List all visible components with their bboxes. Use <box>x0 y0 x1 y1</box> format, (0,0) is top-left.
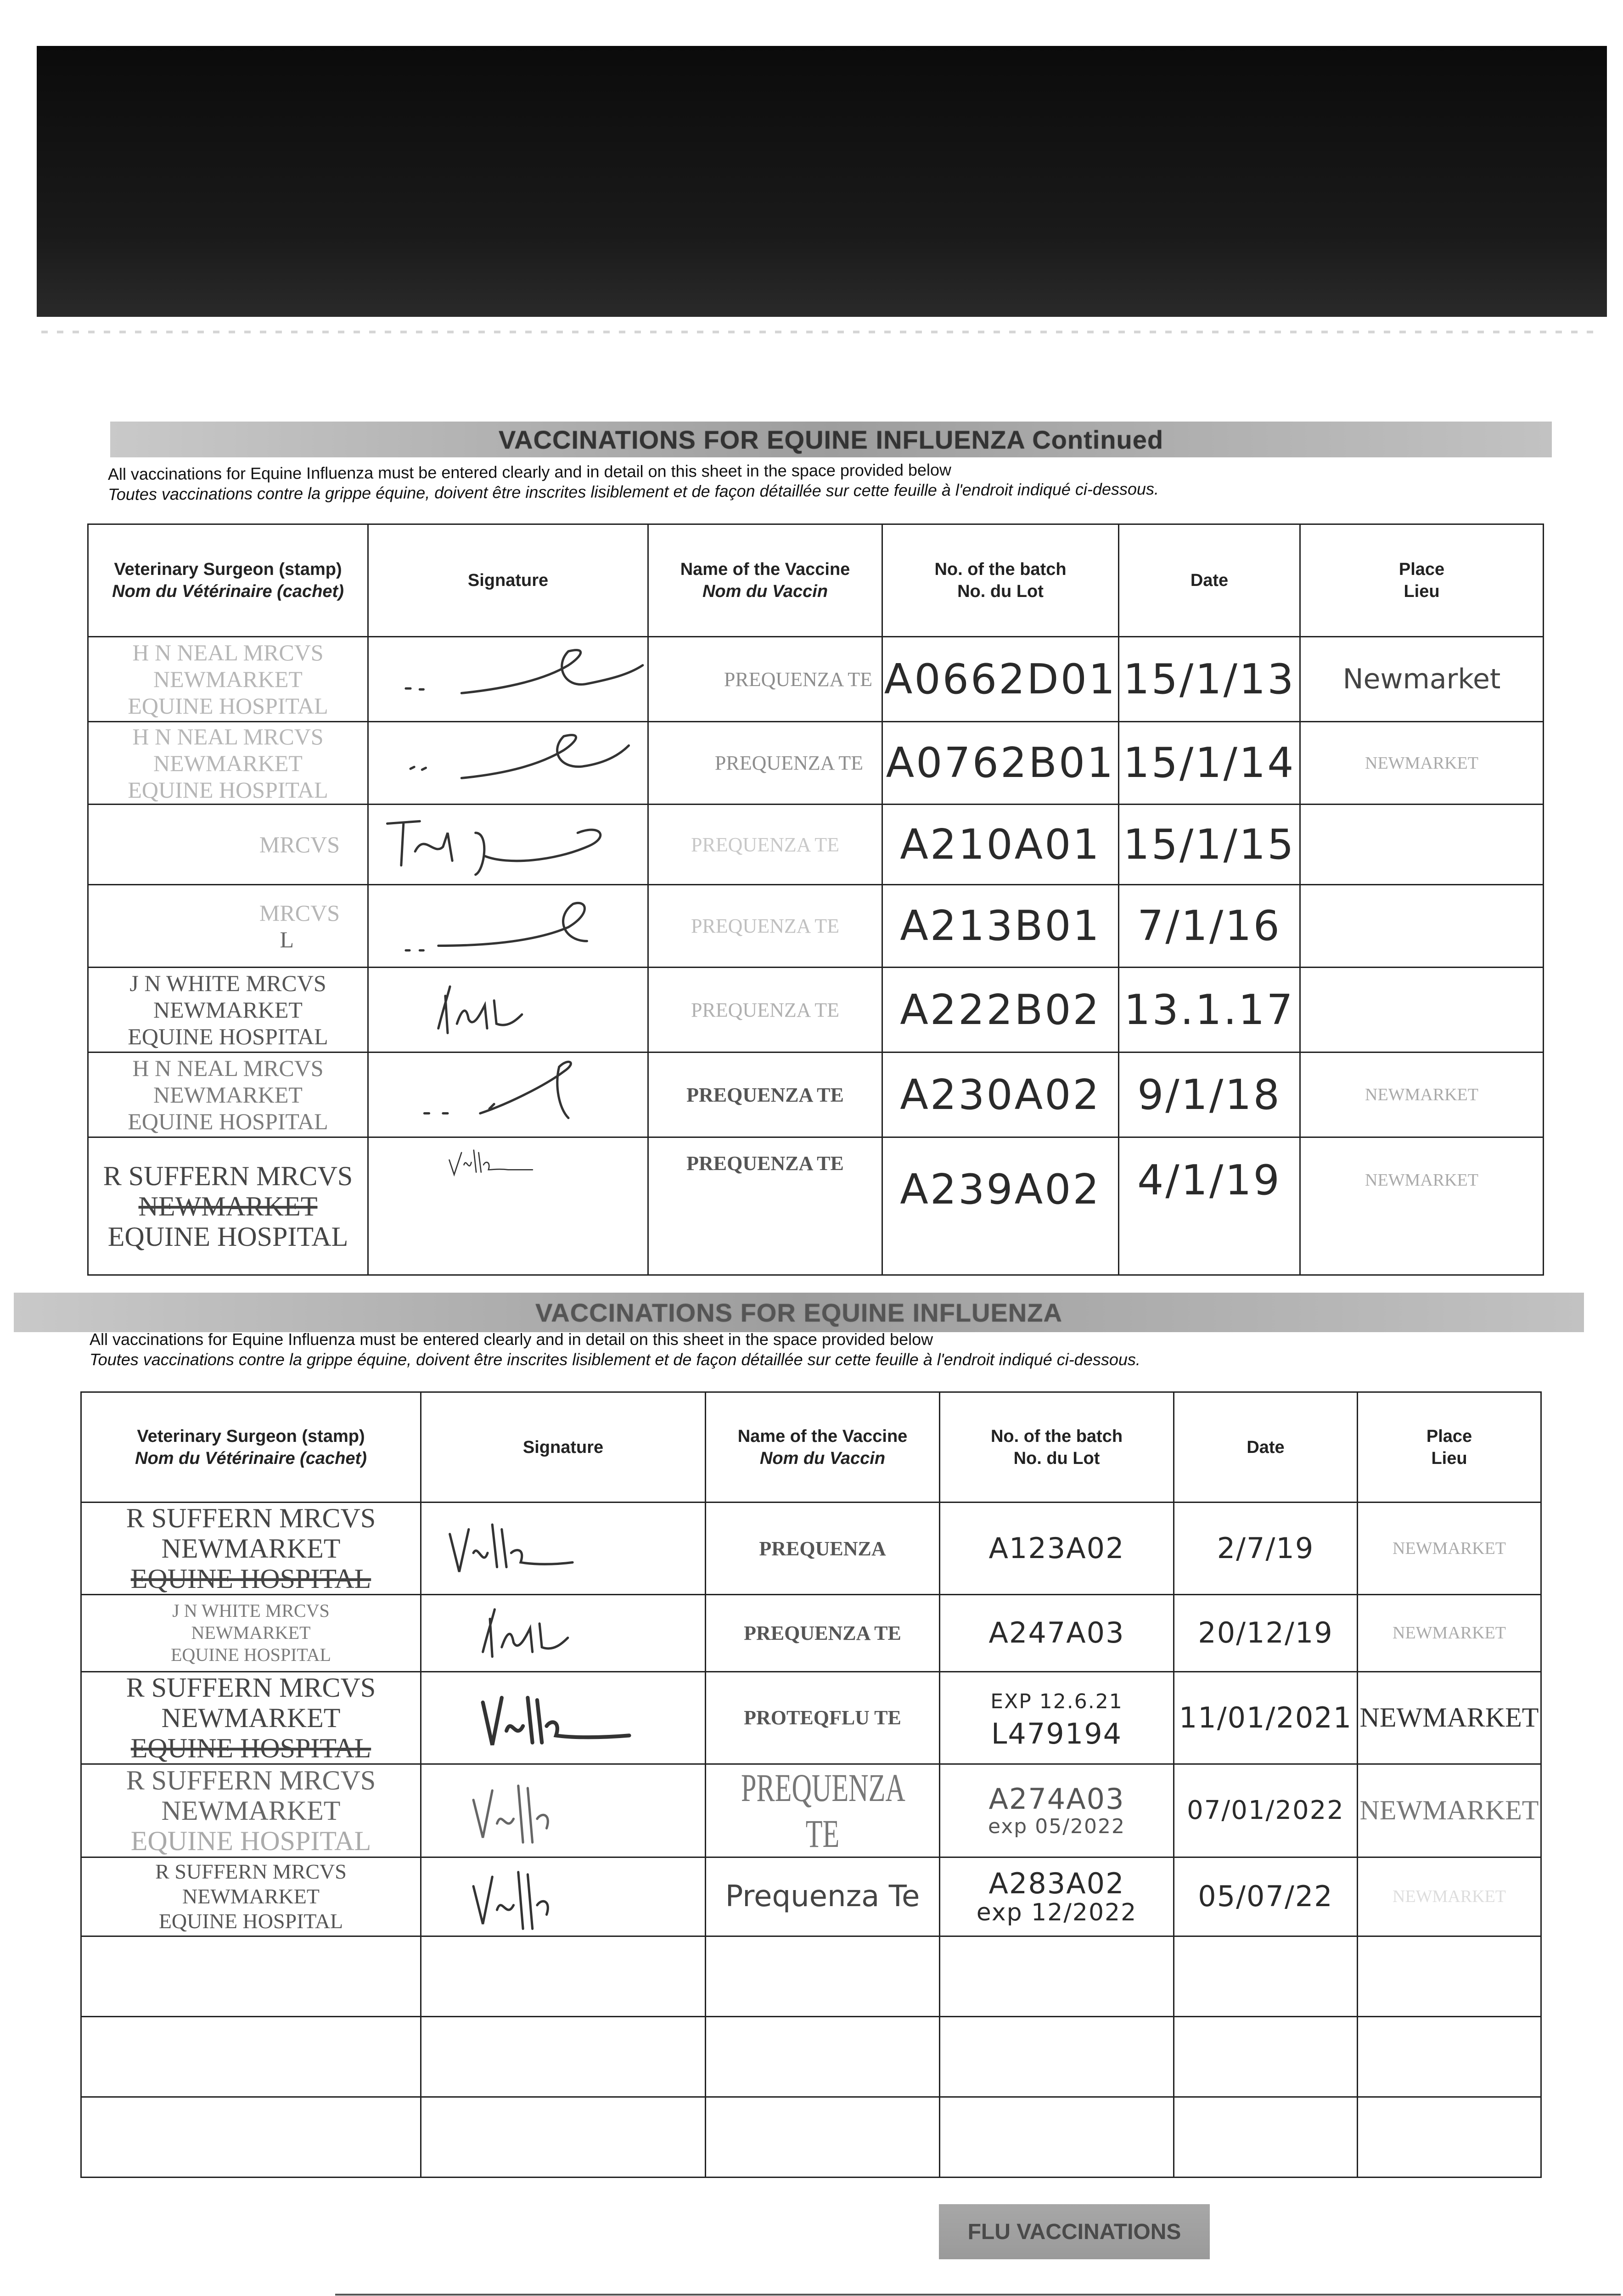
footer-label: FLU VACCINATIONS <box>939 2204 1210 2259</box>
empty-cell <box>1358 1936 1541 2017</box>
batch-number: A123A02 <box>940 1503 1174 1595</box>
empty-cell <box>1174 2097 1358 2178</box>
vet-stamp: J N WHITE MRCVS NEWMARKET EQUINE HOSPITAL <box>81 1595 421 1672</box>
header-signature: Signature <box>368 524 648 637</box>
table-header-row <box>81 1392 1541 1503</box>
batch-number: A210A01 <box>882 805 1119 885</box>
empty-cell <box>81 1936 421 2017</box>
header-place: Place Lieu <box>1300 524 1544 637</box>
handwritten-signature <box>421 1858 705 1936</box>
batch-number: A230A02 <box>882 1052 1119 1137</box>
section1-instructions <box>108 459 1159 505</box>
signature-cell <box>421 1671 706 1764</box>
vaccine-name: PREQUENZA TE <box>648 968 882 1052</box>
signature-cell <box>368 885 648 968</box>
header-vaccine: Name of the Vaccine Nom du Vaccin <box>648 524 882 637</box>
empty-cell <box>706 2097 940 2178</box>
vaccination-date: 15/1/15 <box>1119 805 1300 885</box>
vaccination-date: 11/01/2021 <box>1174 1671 1358 1764</box>
header-place: Place Lieu <box>1358 1392 1541 1503</box>
signature-cell <box>368 1137 648 1275</box>
vaccination-date: 13.1.17 <box>1119 968 1300 1052</box>
batch-number: A0762B01 <box>882 722 1119 805</box>
table-row <box>81 1857 1541 1936</box>
signature-cell <box>368 637 648 722</box>
empty-cell <box>1174 1936 1358 2017</box>
vaccine-name: PREQUENZA TE <box>648 885 882 968</box>
table-row-empty <box>81 2097 1541 2178</box>
scan-artifact-line <box>41 331 1593 333</box>
empty-cell <box>421 1936 706 2017</box>
table-row <box>88 1137 1544 1275</box>
redacted-area <box>37 46 1607 317</box>
empty-cell <box>940 2097 1174 2178</box>
section1-title: VACCINATIONS FOR EQUINE INFLUENZA Continued <box>110 422 1552 457</box>
vaccination-date: 20/12/19 <box>1174 1595 1358 1672</box>
empty-cell <box>1358 2097 1541 2178</box>
vaccination-date: 05/07/22 <box>1174 1857 1358 1936</box>
handwritten-signature <box>369 637 647 721</box>
signature-cell <box>421 1764 706 1857</box>
vaccination-date: 9/1/18 <box>1119 1052 1300 1137</box>
batch-number: A213B01 <box>882 885 1119 968</box>
signature-cell <box>368 805 648 885</box>
instruction-french: Toutes vaccinations contre la grippe équine, doivent être inscrites lisiblement et de façon détaillée sur cette feuille à l'endroit indiqué ci-dessous. <box>90 1350 1140 1369</box>
vaccine-name: PREQUENZA TE <box>648 1052 882 1137</box>
signature-cell <box>421 1595 706 1672</box>
bottom-edge-line <box>335 2294 1621 2296</box>
signature-cell <box>421 1857 706 1936</box>
header-date: Date <box>1174 1392 1358 1503</box>
table-row <box>88 805 1544 885</box>
signature-cell <box>368 968 648 1052</box>
table-row <box>88 722 1544 805</box>
table-row <box>88 637 1544 722</box>
handwritten-signature <box>369 885 647 967</box>
empty-cell <box>940 1936 1174 2017</box>
vet-stamp: H N NEAL MRCVS NEWMARKET EQUINE HOSPITAL <box>88 722 368 805</box>
vaccination-place: NEWMARKET <box>1300 1052 1544 1137</box>
handwritten-signature <box>421 1506 705 1591</box>
vaccination-table <box>80 1391 1542 2178</box>
vaccine-name: PREQUENZA TE <box>706 1595 940 1672</box>
vaccine-name: PREQUENZA TE <box>648 722 882 805</box>
table-row-empty <box>81 2017 1541 2097</box>
batch-number: A0662D01 <box>882 637 1119 722</box>
vet-stamp: H N NEAL MRCVS NEWMARKET EQUINE HOSPITAL <box>88 637 368 722</box>
vaccine-name: Prequenza Te <box>706 1857 940 1936</box>
handwritten-signature <box>421 1772 705 1850</box>
vet-stamp: J N WHITE MRCVS NEWMARKET EQUINE HOSPITAL <box>88 968 368 1052</box>
vaccination-place: Newmarket <box>1300 637 1544 722</box>
section2-title: VACCINATIONS FOR EQUINE INFLUENZA <box>14 1293 1584 1332</box>
table-header-row <box>88 524 1544 637</box>
vaccination-place: NEWMARKET <box>1358 1764 1541 1857</box>
batch-number: EXP 12.6.21 L479194 <box>940 1671 1174 1764</box>
batch-number: A247A03 <box>940 1595 1174 1672</box>
vaccine-name: PROTEQFLU TE <box>706 1671 940 1764</box>
vaccination-place <box>1300 805 1544 885</box>
vaccine-name: PREQUENZA <box>706 1503 940 1595</box>
vet-stamp: R SUFFERN MRCVS NEWMARKET EQUINE HOSPITAL <box>88 1137 368 1275</box>
table-row <box>88 968 1544 1052</box>
vet-stamp: MRCVS L <box>88 885 368 968</box>
empty-cell <box>706 2017 940 2097</box>
empty-cell <box>421 2017 706 2097</box>
empty-cell <box>81 2097 421 2178</box>
handwritten-signature <box>369 968 647 1052</box>
vaccine-name: PREQUENZA TE <box>648 637 882 722</box>
instruction-english: All vaccinations for Equine Influenza must be entered clearly and in detail on this sheet in the space provided below <box>107 460 952 484</box>
header-batch: No. of the batch No. du Lot <box>940 1392 1174 1503</box>
empty-cell <box>81 2017 421 2097</box>
vet-stamp: R SUFFERN MRCVS NEWMARKET EQUINE HOSPITAL <box>81 1857 421 1936</box>
table-row <box>81 1595 1541 1672</box>
batch-number: A222B02 <box>882 968 1119 1052</box>
table-row <box>88 885 1544 968</box>
handwritten-signature <box>369 805 647 884</box>
signature-cell <box>368 1052 648 1137</box>
signature-cell <box>368 722 648 805</box>
handwritten-signature <box>369 722 647 804</box>
header-vet: Veterinary Surgeon (stamp) Nom du Vétérinaire (cachet) <box>88 524 368 637</box>
empty-cell <box>1358 2017 1541 2097</box>
handwritten-signature <box>421 1595 705 1671</box>
vaccine-name: PREQUENZA TE <box>648 1137 882 1275</box>
vaccination-date: 15/1/13 <box>1119 637 1300 722</box>
empty-cell <box>706 1936 940 2017</box>
table-row <box>81 1503 1541 1595</box>
vet-stamp: R SUFFERN MRCVS NEWMARKET EQUINE HOSPITAL <box>81 1503 421 1595</box>
vaccination-place: NEWMARKET <box>1358 1503 1541 1595</box>
vaccination-table-continued <box>87 523 1544 1276</box>
header-vet: Veterinary Surgeon (stamp) Nom du Vétérinaire (cachet) <box>81 1392 421 1503</box>
vet-stamp: MRCVS <box>88 805 368 885</box>
vaccination-place: NEWMARKET <box>1300 1137 1544 1275</box>
section2-instructions <box>90 1329 1140 1370</box>
vaccination-date: 15/1/14 <box>1119 722 1300 805</box>
header-signature: Signature <box>421 1392 706 1503</box>
batch-number: A274A03 exp 05/2022 <box>940 1764 1174 1857</box>
empty-cell <box>421 2097 706 2178</box>
table-row <box>81 1764 1541 1857</box>
vaccination-place <box>1300 885 1544 968</box>
handwritten-signature <box>369 1138 647 1211</box>
vaccination-place: NEWMARKET <box>1358 1595 1541 1672</box>
batch-number: A239A02 <box>882 1137 1119 1275</box>
table-row <box>88 1052 1544 1137</box>
instruction-french: Toutes vaccinations contre la grippe équine, doivent être inscrites lisiblement et de façon détaillée sur cette feuille à l'endroit indiqué ci-dessous. <box>108 479 1159 504</box>
vaccination-date: 4/1/19 <box>1119 1137 1300 1275</box>
table-row <box>81 1671 1541 1764</box>
table-row-empty <box>81 1936 1541 2017</box>
empty-cell <box>1174 2017 1358 2097</box>
vaccine-name: PREQUENZA TE <box>648 805 882 885</box>
batch-number: A283A02 exp 12/2022 <box>940 1857 1174 1936</box>
signature-cell <box>421 1503 706 1595</box>
vet-stamp: R SUFFERN MRCVS NEWMARKET EQUINE HOSPITAL <box>81 1671 421 1764</box>
instruction-english: All vaccinations for Equine Influenza must be entered clearly and in detail on this sheet in the space provided below <box>90 1330 933 1349</box>
vaccination-place: NEWMARKET <box>1300 722 1544 805</box>
vet-stamp: H N NEAL MRCVS NEWMARKET EQUINE HOSPITAL <box>88 1052 368 1137</box>
handwritten-signature <box>421 1679 705 1757</box>
header-date: Date <box>1119 524 1300 637</box>
vaccination-place: NEWMARKET <box>1358 1857 1541 1936</box>
vaccine-name: PREQUENZA TE <box>706 1764 940 1857</box>
vaccination-date: 07/01/2022 <box>1174 1764 1358 1857</box>
vet-stamp: R SUFFERN MRCVS NEWMARKET EQUINE HOSPITAL <box>81 1764 421 1857</box>
vaccination-place: NEWMARKET <box>1358 1671 1541 1764</box>
vaccination-date: 7/1/16 <box>1119 885 1300 968</box>
vaccination-place <box>1300 968 1544 1052</box>
handwritten-signature <box>369 1053 647 1137</box>
header-batch: No. of the batch No. du Lot <box>882 524 1119 637</box>
empty-cell <box>940 2017 1174 2097</box>
vaccination-date: 2/7/19 <box>1174 1503 1358 1595</box>
header-vaccine: Name of the Vaccine Nom du Vaccin <box>706 1392 940 1503</box>
